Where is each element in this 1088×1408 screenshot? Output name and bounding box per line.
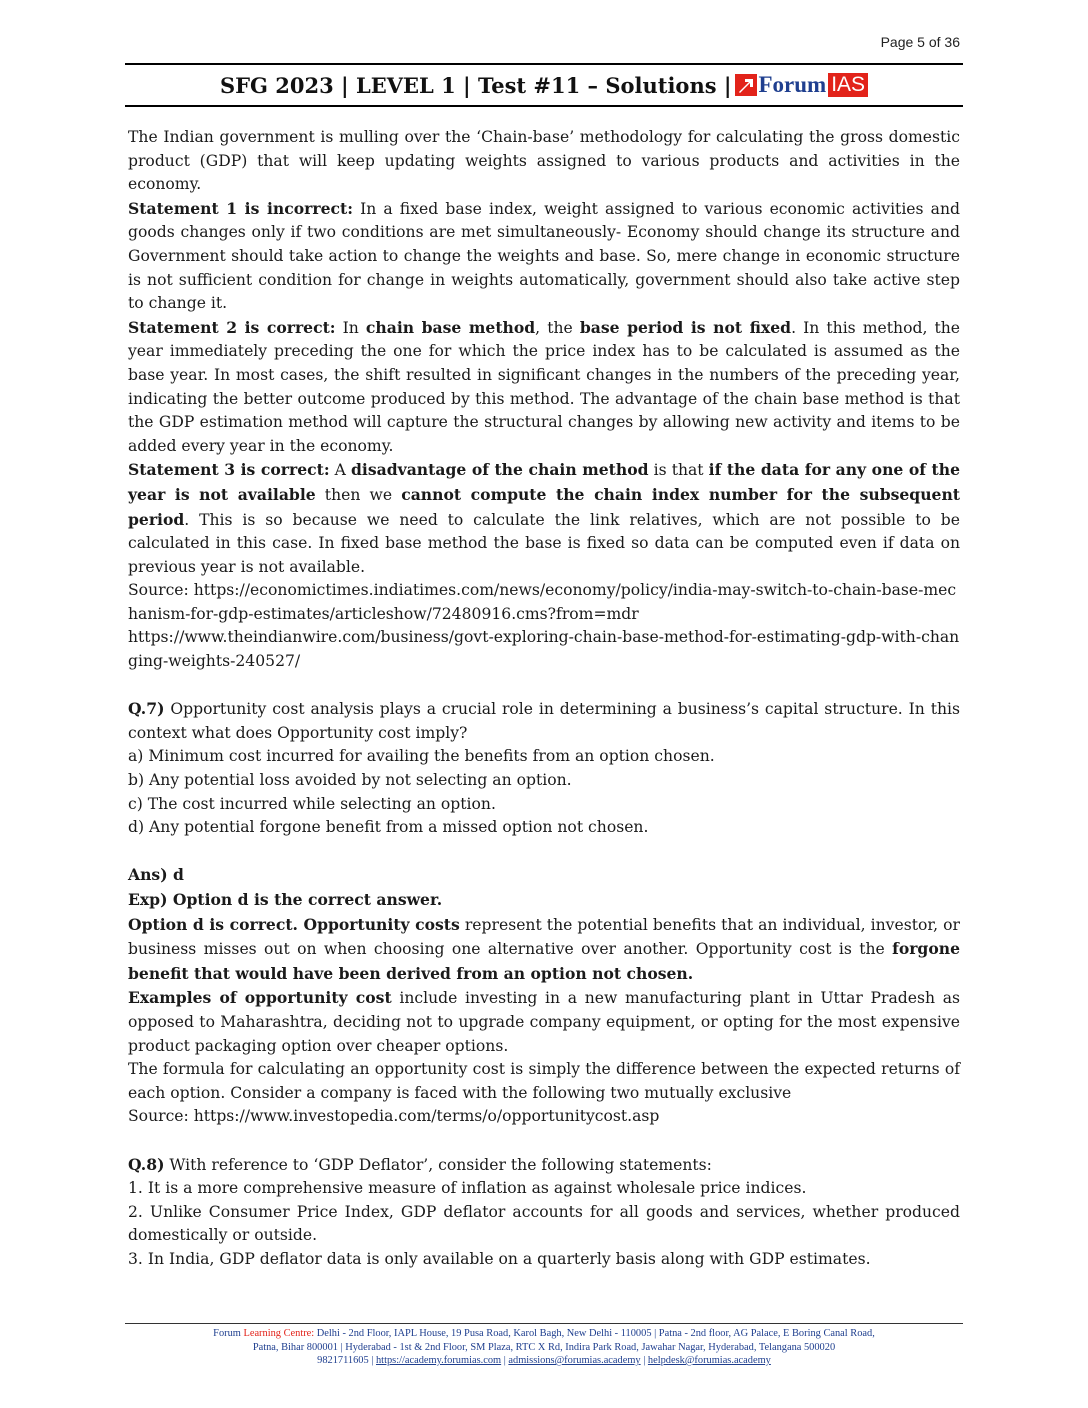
text-run: then we [315, 485, 402, 504]
forumias-logo [735, 72, 868, 98]
footer-phone: 9821711605 [317, 1355, 369, 1366]
footer-brand: Forum [213, 1328, 241, 1339]
text-run: In [335, 318, 366, 337]
header-title: SFG 2023 | LEVEL 1 | Test #11 – Solutions | [219, 72, 732, 98]
logo-forum-text: Forum [758, 72, 827, 97]
footer-learning-centre: Learning Centre: [240, 1328, 315, 1339]
text-run: include investing in a new manufacturing plant in Uttar Pradesh as opposed to Maharashtra, deciding not to upgrade company equipment, or opting for the most expensive product packaging option over cheaper options. [128, 989, 961, 1055]
source-link-1[interactable]: Source: https://economictimes.indiatimes.com/news/economy/policy/india-may-switch-to-chain-base-mechanism-for-gdp-estimates/articleshow/72480916.cms?from=mdr [128, 581, 957, 623]
option-c: c) The cost incurred while selecting an option. [128, 794, 496, 813]
bold-run: Option d is correct. Opportunity costs [128, 914, 460, 934]
explanation-heading [128, 888, 960, 913]
bold-run: chain base method [365, 317, 536, 337]
forumias-arrow-icon [735, 74, 757, 96]
statement-1-explanation [128, 197, 960, 316]
footer-admissions-email-link[interactable]: admissions@forumias.academy [508, 1355, 641, 1366]
bold-run: forgone benefit that would have been derived from an option not chosen. [128, 939, 960, 983]
question-8-text: With reference to ‘GDP Deflator’, consider the following statements: [164, 1155, 712, 1174]
footer-address-line-2: Patna, Bihar 800001 | Hyderabad - 1st & 2nd Floor, SM Plaza, RTC X Rd, Indira Park Road, Jawahar Nagar, Hyderabad, Telangana 500020 [252, 1341, 836, 1353]
explanation-paragraph-2 [128, 986, 960, 1058]
footer-address-1: Delhi - 2nd Floor, IAPL House, 19 Pusa Road, Karol Bagh, New Delhi - 110005 | Patna - 2nd floor, AG Palace, E Boring Canal Road, [314, 1328, 875, 1339]
option-a: a) Minimum cost incurred for availing the benefits from an option chosen. [128, 747, 715, 766]
question-7-text: Opportunity cost analysis plays a crucial role in determining a business’s capital structure. In this context what does Opportunity cost imply? [128, 700, 960, 742]
bold-run: disadvantage of the chain method [351, 460, 649, 480]
page-content [128, 126, 960, 1272]
statement-3-explanation [128, 458, 960, 579]
footer-helpdesk-email-link[interactable]: helpdesk@forumias.academy [647, 1355, 771, 1366]
question-7 [128, 697, 960, 745]
statement-2-heading: Statement 2 is correct: [128, 317, 336, 337]
explanation-paragraph-3: The formula for calculating an opportunity cost is simply the difference between the expected returns of each option. Consider a company is faced with the following two mutually exclusive [128, 1060, 960, 1102]
statement-2-explanation [128, 316, 960, 459]
question-7-label: Q.7) [128, 699, 165, 719]
intro-paragraph: The Indian government is mulling over the ‘Chain-base’ methodology for calculating the gross domestic product (GDP) that will keep updating weights assigned to various products and activities in the economy. [128, 128, 960, 194]
text-run: represent the potential benefits that an individual, investor, or business misses out on when choosing one alternative over another. Opportunity cost is the [128, 915, 960, 959]
statement-2: 2. Unlike Consumer Price Index, GDP deflator accounts for all goods and services, whether produced domestically or outside. [128, 1202, 960, 1245]
answer-line [128, 863, 960, 888]
source-link-3[interactable]: Source: https://www.investopedia.com/terms/o/opportunitycost.asp [128, 1107, 660, 1126]
bold-run: Examples of opportunity cost [128, 988, 392, 1008]
statement-3-heading: Statement 3 is correct: [128, 460, 330, 480]
statement-1: 1. It is a more comprehensive measure of inflation as against wholesale price indices. [128, 1179, 807, 1198]
statement-3: 3. In India, GDP deflator data is only available on a quarterly basis along with GDP estimates. [128, 1249, 871, 1268]
source-link-2[interactable]: https://www.theindianwire.com/business/govt-exploring-chain-base-method-for-estimating-gdp-with-changing-weights-240527/ [128, 628, 960, 671]
text-run: . This is so because we need to calculate the link relatives, which are not possible to be calculated in this case. In fixed base method the base is fixed so data can be computed even if data on previous year is not available. [128, 510, 960, 576]
text-run: is that [648, 461, 709, 480]
statement-1-text: In a fixed base index, weight assigned to various economic activities and goods changes only if two conditions are met simultaneously- Economy should change its structure and Government should take action to change the weights and base. So, mere change in economic structure is not sufficient condition for change in weights automatically, government should also take active step to change it. [128, 199, 960, 313]
footer-contact-line: 9821711605 | https://academy.forumias.com | admissions@forumias.academy | helpdesk@forumias.academy [317, 1355, 771, 1366]
footer-address-line-1 [125, 1327, 963, 1341]
document-footer [125, 1323, 963, 1368]
bold-run: if the data for any one of the year is not available [128, 460, 961, 504]
footer-website-link[interactable]: https://academy.forumias.com [375, 1355, 502, 1366]
bold-run: base period is not fixed [579, 317, 792, 337]
statement-1-heading: Statement 1 is incorrect: [128, 198, 353, 218]
document-header [125, 63, 963, 107]
text-run: A [329, 461, 352, 480]
option-d: d) Any potential forgone benefit from a missed option not chosen. [128, 818, 649, 837]
option-b: b) Any potential loss avoided by not selecting an option. [128, 771, 572, 790]
page-number: Page 5 of 36 [880, 34, 960, 50]
explanation-paragraph-1 [128, 913, 960, 987]
answer-text: Ans) d [128, 865, 184, 885]
explanation-text: Exp) Option d is the correct answer. [128, 890, 443, 909]
question-8-label: Q.8) [128, 1154, 165, 1174]
question-8 [128, 1153, 960, 1178]
logo-ias-text: IAS [828, 73, 868, 97]
text-run: . In this method, the year immediately preceding the one for which the price index has to be calculated is assumed as the base year. In most cases, the shift resulted in significant changes in the numbers of the preceding year, indicating the better outcome produced by this method. The advantage of the chain base method is that the GDP estimation method will capture the structural changes by allowing new activity and items to be added every year in the economy. [128, 318, 961, 455]
bold-run: cannot compute the chain index number for the subsequent period [128, 484, 961, 529]
text-run: , the [535, 318, 580, 337]
